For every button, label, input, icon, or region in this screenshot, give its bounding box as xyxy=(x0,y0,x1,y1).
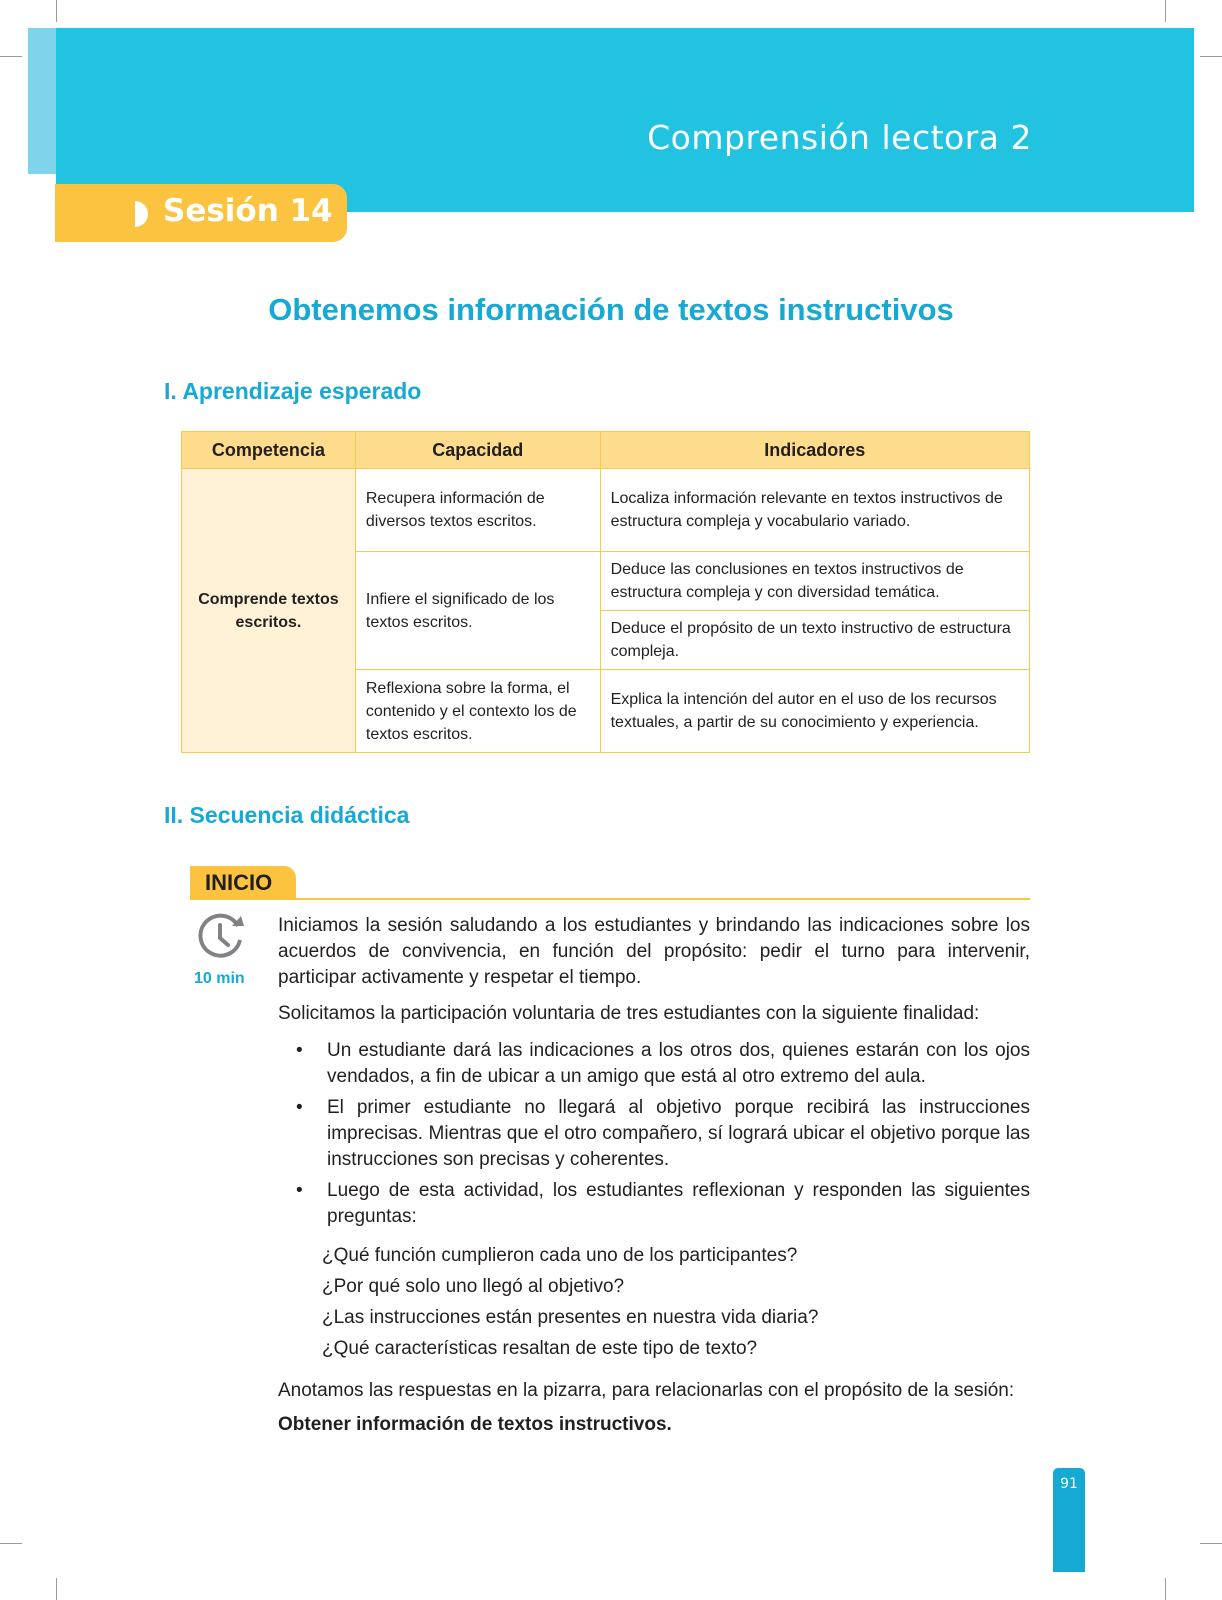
section-heading-sequence: II. Secuencia didáctica xyxy=(164,802,410,828)
page-number: 91 xyxy=(1060,1476,1078,1492)
clock-icon xyxy=(196,912,246,962)
phase-tab xyxy=(190,866,296,900)
list-item-text: Un estudiante dará las indicaciones a los otros dos, quienes estarán con los ojos vendados, a fin de ubicar a un amigo que está al otro extremo del aula. xyxy=(327,1040,1030,1087)
learning-table xyxy=(181,431,1030,753)
crop-mark xyxy=(56,0,57,22)
indicator-cell: Deduce el propósito de un texto instructivo de estructura compleja. xyxy=(600,611,1029,670)
table-row xyxy=(182,469,1030,552)
crop-mark xyxy=(56,1578,57,1600)
section-heading-learning: I. Aprendizaje esperado xyxy=(164,378,422,404)
competence-text: Comprende textos escritos. xyxy=(198,590,339,631)
question-list xyxy=(322,1240,818,1364)
crop-mark xyxy=(0,1543,22,1544)
phase-label: INICIO xyxy=(205,870,273,895)
capacity-cell: Recupera información de diversos textos escritos. xyxy=(355,469,600,552)
header-accent-strip xyxy=(28,28,56,174)
session-purpose: Obtener información de textos instructivos. xyxy=(278,1414,672,1435)
question: ¿Por qué solo uno llegó al objetivo? xyxy=(322,1276,625,1297)
paragraph: Iniciamos la sesión saludando a los estudiantes y brindando las indicaciones sobre los acuerdos de convivencia, en función del propósito: pedir el turno para intervenir, participar activamente y respetar el tiempo. xyxy=(278,915,1030,988)
question: ¿Las instrucciones están presentes en nuestra vida diaria? xyxy=(322,1307,819,1328)
competence-cell xyxy=(182,469,356,753)
crop-mark xyxy=(1165,1578,1166,1600)
page-title: Obtenemos información de textos instructivos xyxy=(268,292,954,327)
list-item-text: Luego de esta actividad, los estudiantes reflexionan y responden las siguientes preguntas: xyxy=(327,1180,1030,1227)
time-label: 10 min xyxy=(194,970,245,987)
column-header: Indicadores xyxy=(600,432,1029,469)
crop-mark xyxy=(1165,0,1166,22)
session-label: Sesión 14 xyxy=(163,193,333,229)
capacity-cell: Infiere el significado de los textos escritos. xyxy=(355,552,600,670)
indicator-cell: Deduce las conclusiones en textos instructivos de estructura compleja y con diversidad temática. xyxy=(600,552,1029,611)
paragraph: Solicitamos la participación voluntaria de tres estudiantes con la siguiente finalidad: xyxy=(278,1003,980,1024)
table-header-row xyxy=(182,432,1030,469)
bullet-list xyxy=(278,1038,1030,1235)
session-tab xyxy=(55,184,347,242)
bullet-icon: • xyxy=(296,1040,303,1061)
crop-mark xyxy=(0,56,22,57)
list-item-text: El primer estudiante no llegará al objetivo porque recibirá las instrucciones imprecisas. Mientras que el otro compañero, sí logrará ubicar el objetivo porque las instrucciones son precisas y coherentes. xyxy=(327,1097,1030,1170)
question: ¿Qué características resaltan de este tipo de texto? xyxy=(322,1338,758,1359)
indicator-cell: Localiza información relevante en textos instructivos de estructura compleja y vocabulario variado. xyxy=(600,469,1029,552)
question: ¿Qué función cumplieron cada uno de los participantes? xyxy=(322,1245,798,1266)
half-circle-icon xyxy=(135,201,148,227)
crop-mark xyxy=(1200,1543,1222,1544)
closing-text: Anotamos las respuestas en la pizarra, para relacionarlas con el propósito de la sesión: xyxy=(278,1380,1015,1401)
page-number-tab xyxy=(1053,1468,1085,1572)
indicator-cell: Explica la intención del autor en el uso de los recursos textuales, a partir de su conocimiento y experiencia. xyxy=(600,670,1029,753)
crop-mark xyxy=(1200,56,1222,57)
phase-divider xyxy=(190,898,1030,900)
list-item xyxy=(278,1095,1030,1173)
list-item xyxy=(278,1038,1030,1090)
list-item xyxy=(278,1178,1030,1230)
bullet-icon: • xyxy=(296,1097,303,1118)
bullet-icon: • xyxy=(296,1180,303,1201)
book-title: Comprensión lectora 2 xyxy=(647,118,1032,157)
column-header: Capacidad xyxy=(355,432,600,469)
column-header: Competencia xyxy=(182,432,356,469)
capacity-cell: Reflexiona sobre la forma, el contenido y el contexto los de textos escritos. xyxy=(355,670,600,753)
